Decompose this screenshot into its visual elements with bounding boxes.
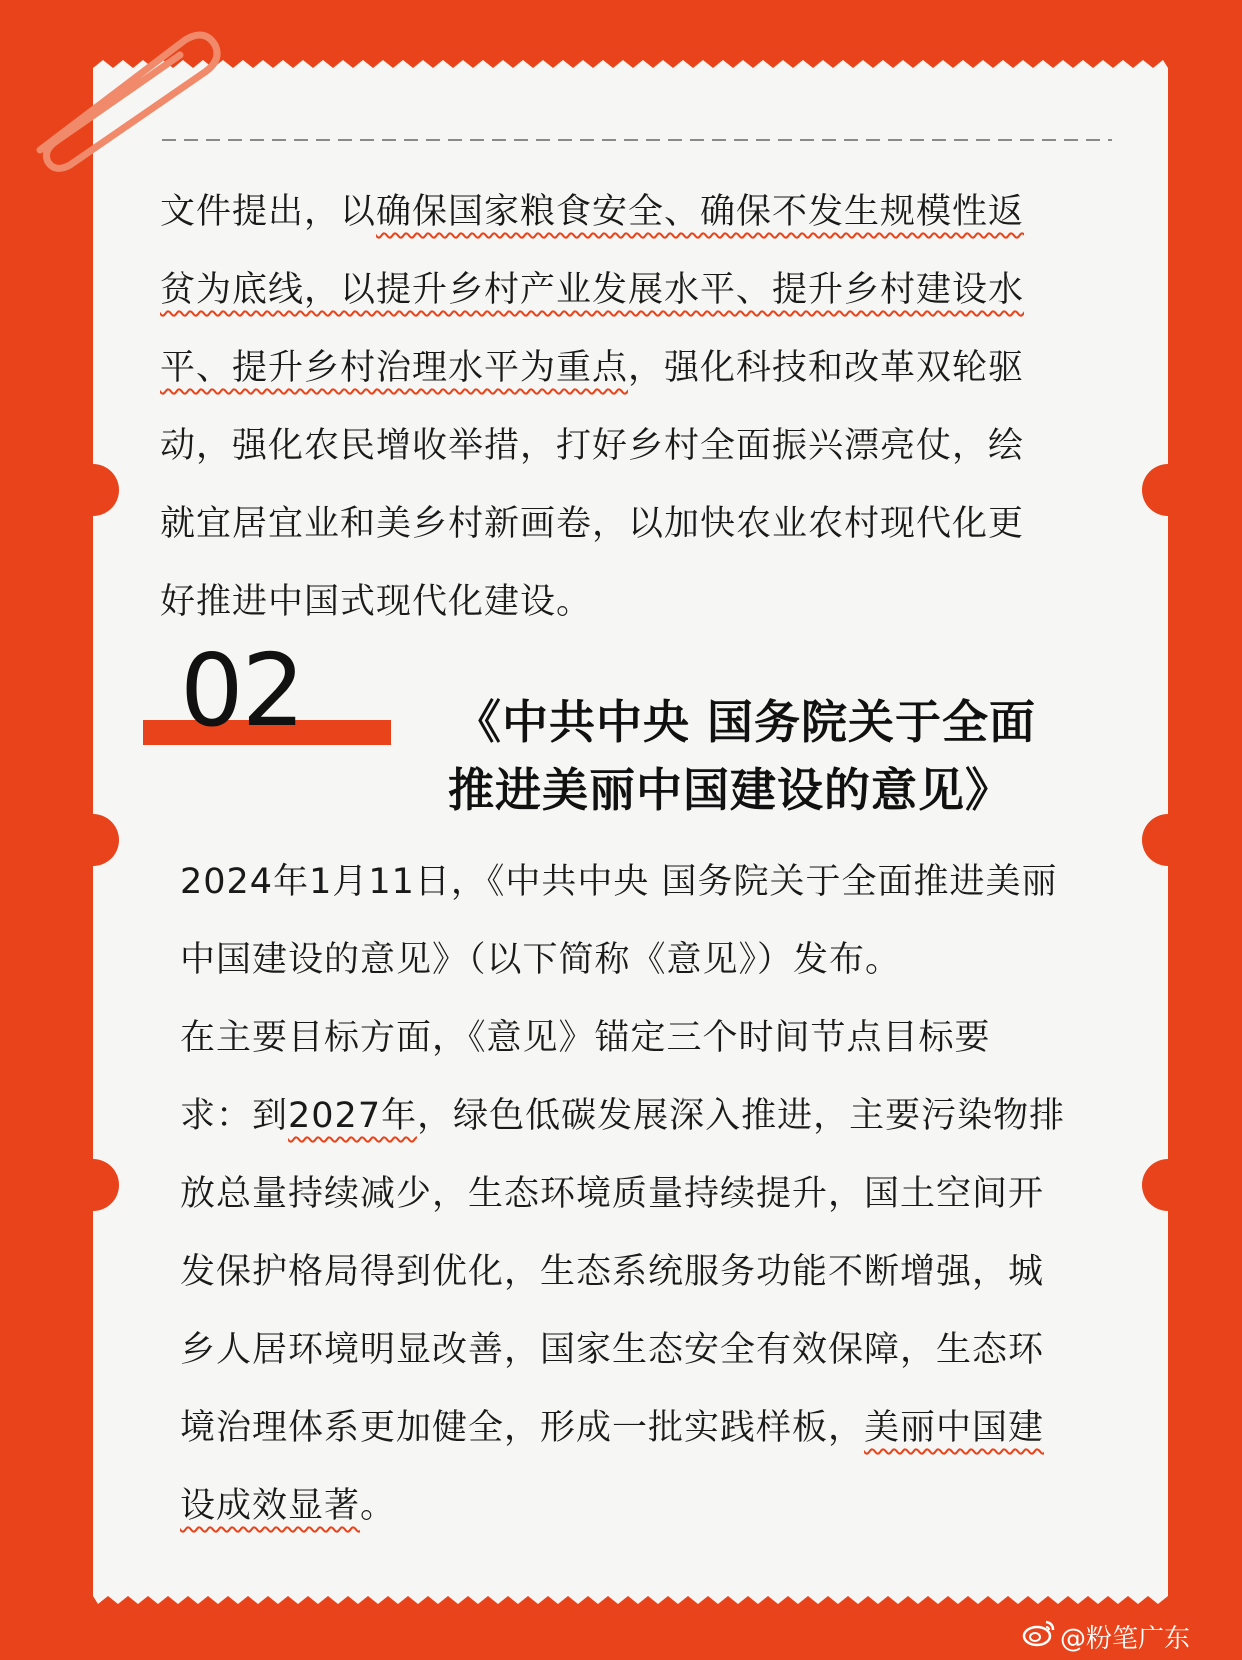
section-number: 02 — [180, 632, 304, 749]
text-span: 。 — [360, 1486, 397, 1526]
highlighted-text: 贫为底线，以提升乡村产业发展水平、提升乡村建设水 — [160, 270, 1025, 310]
section-title-line-2: 推进美丽中国建设的意见》 — [448, 763, 1012, 817]
text-span: 放总量持续减少，生态环境质量持续提升，国土空间开 — [180, 1174, 1045, 1214]
section2-text-line — [180, 1252, 1044, 1292]
section-title-line-1: 《中共中央 国务院关于全面 — [455, 695, 1037, 749]
text-span: 好推进中国式现代化建设。 — [160, 582, 593, 622]
text-span: 发保护格局得到优化，生态系统服务功能不断增强，城 — [180, 1252, 1045, 1292]
section1-text-line — [160, 426, 1024, 466]
highlighted-text: 平、提升乡村治理水平为重点 — [160, 348, 629, 388]
section2-text-line — [180, 1330, 1044, 1370]
section2-text-line — [180, 940, 901, 980]
text-span: 文件提出，以 — [160, 192, 377, 232]
text-span: 就宜居宜业和美乡村新画卷，以加快农业农村现代化更 — [160, 504, 1025, 544]
section1-text-line — [160, 348, 1024, 388]
text-span: 中国建设的意见》（以下简称《意见》）发布。 — [180, 940, 902, 980]
section1-text-line — [160, 270, 1024, 310]
section2-text-line — [180, 1486, 396, 1526]
text-span: 境治理体系更加健全，形成一批实践样板， — [180, 1408, 865, 1448]
highlighted-text: 美丽中国建 — [864, 1408, 1045, 1448]
section2-text-line — [180, 1096, 1065, 1136]
highlighted-text: 设成效显著 — [180, 1486, 361, 1526]
text-span: ，绿色低碳发展深入推进，主要污染物排 — [417, 1096, 1066, 1136]
text-span: 2024年1月11日，《中共中央 国务院关于全面推进美丽 — [180, 862, 1058, 902]
highlighted-text: 2027年 — [288, 1096, 418, 1136]
text-span: 乡人居环境明显改善，国家生态安全有效保障，生态环 — [180, 1330, 1045, 1370]
section2-text-line — [180, 1174, 1044, 1214]
section1-text-line — [160, 192, 1024, 232]
highlighted-text: 确保国家粮食安全、确保不发生规模性返 — [376, 192, 1025, 232]
section1-text-line — [160, 582, 592, 622]
section2-text-line — [180, 1408, 1044, 1448]
watermark-text: @粉笔广东 — [1060, 1624, 1191, 1654]
section2-text-line — [180, 862, 1058, 902]
text-span: 动，强化农民增收举措，打好乡村全面振兴漂亮仗，绘 — [160, 426, 1025, 466]
section2-text-line — [180, 1018, 991, 1058]
text-span: 求：到 — [180, 1096, 289, 1136]
weibo-icon — [1022, 1618, 1056, 1648]
section1-text-line — [160, 504, 1024, 544]
text-span: ，强化科技和改革双轮驱 — [628, 348, 1025, 388]
text-span: 在主要目标方面，《意见》锚定三个时间节点目标要 — [180, 1018, 991, 1058]
